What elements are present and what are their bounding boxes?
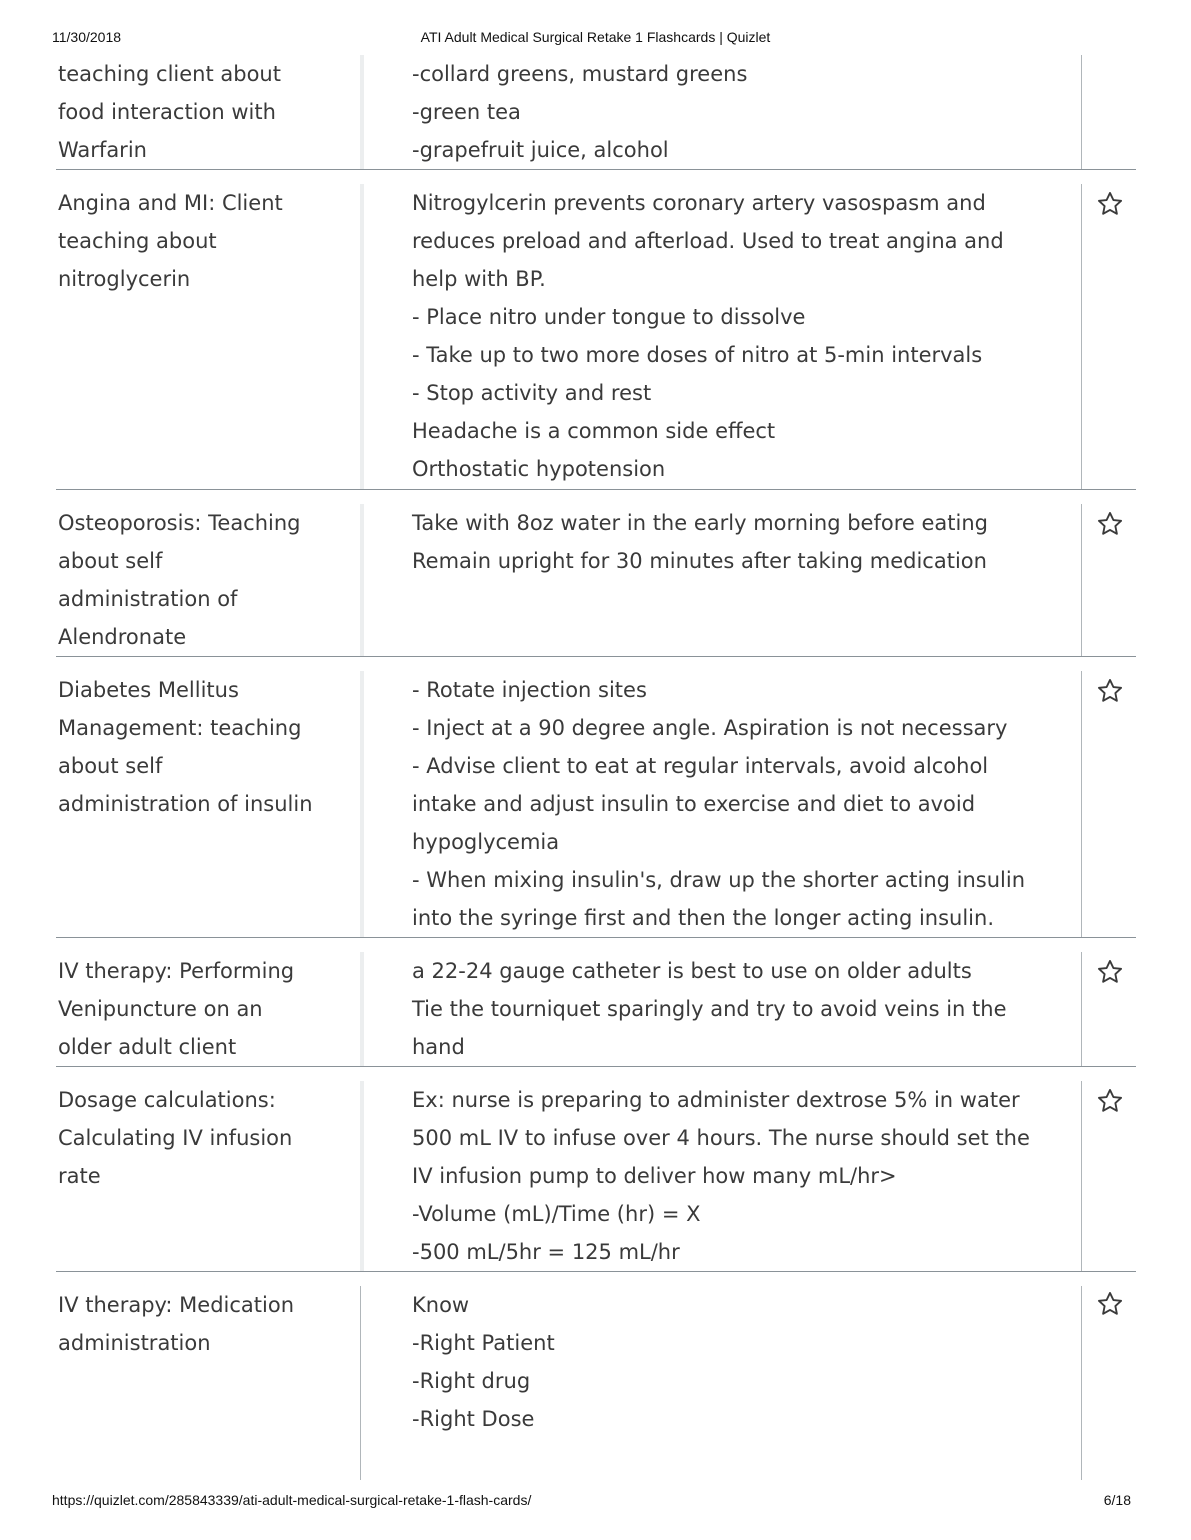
star-column-divider: [1081, 952, 1082, 1066]
column-divider: [360, 952, 364, 1066]
star-icon[interactable]: [1096, 958, 1124, 986]
star-column-divider: [1081, 671, 1082, 937]
flashcard-venipuncture: [56, 952, 1136, 1067]
card-term: [58, 504, 348, 656]
page-number: 6/18: [1103, 1492, 1131, 1508]
column-divider: [360, 55, 364, 169]
column-divider: [360, 1081, 364, 1271]
definition-line: -Right Patient: [412, 1331, 555, 1355]
term-line: about self: [58, 754, 163, 778]
definition-line: - Place nitro under tongue to dissolve: [412, 305, 806, 329]
card-term: [58, 952, 348, 1066]
star-column-divider: [1081, 55, 1082, 169]
definition-line: Remain upright for 30 minutes after taking medication: [412, 549, 987, 573]
card-term: [58, 184, 348, 298]
term-line: Diabetes Mellitus: [58, 678, 239, 702]
term-line: Dosage calculations:: [58, 1088, 276, 1112]
term-line: Venipuncture on an: [58, 997, 263, 1021]
flashcard-nitroglycerin: [56, 184, 1136, 490]
term-line: administration of insulin: [58, 792, 313, 816]
term-line: Calculating IV infusion: [58, 1126, 293, 1150]
term-line: teaching client about: [58, 62, 281, 86]
card-term: [58, 671, 348, 823]
definition-line: -Volume (mL)/Time (hr) = X: [412, 1202, 701, 1226]
star-icon[interactable]: [1096, 1290, 1124, 1318]
definition-line: - Take up to two more doses of nitro at 5-min intervals: [412, 343, 983, 367]
flashcard-warfarin: [56, 55, 1136, 170]
card-term: [58, 55, 348, 169]
card-definition: [412, 952, 1092, 1066]
column-divider: [360, 184, 364, 489]
definition-line: - When mixing insulin's, draw up the shorter acting insulin: [412, 868, 1026, 892]
card-definition: [412, 184, 1092, 488]
term-line: IV therapy: Medication: [58, 1293, 295, 1317]
definition-line: a 22-24 gauge catheter is best to use on older adults: [412, 959, 972, 983]
term-line: Warfarin: [58, 138, 147, 162]
term-line: Alendronate: [58, 625, 187, 649]
column-divider: [360, 504, 364, 656]
definition-line: hypoglycemia: [412, 830, 560, 854]
definition-line: -green tea: [412, 100, 521, 124]
card-term: [58, 1081, 348, 1195]
star-icon[interactable]: [1096, 190, 1124, 218]
definition-line: - Inject at a 90 degree angle. Aspiration is not necessary: [412, 716, 1008, 740]
column-divider: [360, 1286, 361, 1480]
definition-line: 500 mL IV to infuse over 4 hours. The nurse should set the: [412, 1126, 1030, 1150]
definition-line: help with BP.: [412, 267, 546, 291]
definition-line: into the syringe first and then the longer acting insulin.: [412, 906, 994, 930]
term-line: Management: teaching: [58, 716, 302, 740]
term-line: Osteoporosis: Teaching: [58, 511, 301, 535]
card-definition: [412, 1286, 1092, 1438]
star-column-divider: [1081, 184, 1082, 489]
term-line: food interaction with: [58, 100, 276, 124]
definition-line: -grapefruit juice, alcohol: [412, 138, 669, 162]
star-column-divider: [1081, 1081, 1082, 1271]
definition-line: -collard greens, mustard greens: [412, 62, 748, 86]
card-term: [58, 1286, 348, 1362]
definition-line: Take with 8oz water in the early morning before eating: [412, 511, 988, 535]
definition-line: intake and adjust insulin to exercise and diet to avoid: [412, 792, 976, 816]
term-line: teaching about: [58, 229, 217, 253]
definition-line: -500 mL/5hr = 125 mL/hr: [412, 1240, 680, 1264]
definition-line: Headache is a common side effect: [412, 419, 776, 443]
term-line: rate: [58, 1164, 101, 1188]
card-definition: [412, 504, 1092, 580]
definition-line: Orthostatic hypotension: [412, 457, 666, 481]
definition-line: - Advise client to eat at regular intervals, avoid alcohol: [412, 754, 989, 778]
print-date: 11/30/2018: [52, 29, 122, 45]
flashcard-insulin: [56, 671, 1136, 938]
definition-line: Ex: nurse is preparing to administer dextrose 5% in water: [412, 1088, 1020, 1112]
term-line: older adult client: [58, 1035, 237, 1059]
flashcard-medication-administration: [56, 1286, 1136, 1480]
column-divider: [360, 671, 364, 937]
definition-line: Tie the tourniquet sparingly and try to avoid veins in the: [412, 997, 1007, 1021]
card-definition: [412, 1081, 1092, 1271]
term-line: administration of: [58, 587, 238, 611]
definition-line: reduces preload and afterload. Used to treat angina and: [412, 229, 1004, 253]
definition-line: Know: [412, 1293, 470, 1317]
definition-line: -Right drug: [412, 1369, 531, 1393]
term-line: Angina and MI: Client: [58, 191, 283, 215]
page-url: https://quizlet.com/285843339/ati-adult-medical-surgical-retake-1-flash-cards/: [52, 1492, 532, 1508]
flashcard-iv-infusion-rate: [56, 1081, 1136, 1272]
definition-line: Nitrogylcerin prevents coronary artery vasospasm and: [412, 191, 986, 215]
card-definition: [412, 55, 1092, 169]
definition-line: - Rotate injection sites: [412, 678, 647, 702]
flashcard-alendronate: [56, 504, 1136, 657]
page-title: ATI Adult Medical Surgical Retake 1 Flashcards | Quizlet: [420, 29, 771, 45]
star-icon[interactable]: [1096, 1087, 1124, 1115]
definition-line: hand: [412, 1035, 465, 1059]
star-column-divider: [1081, 504, 1082, 656]
term-line: IV therapy: Performing: [58, 959, 295, 983]
definition-line: - Stop activity and rest: [412, 381, 652, 405]
term-line: nitroglycerin: [58, 267, 191, 291]
term-line: about self: [58, 549, 163, 573]
card-definition: [412, 671, 1092, 937]
star-icon[interactable]: [1096, 677, 1124, 705]
star-icon[interactable]: [1096, 510, 1124, 538]
term-line: administration: [58, 1331, 211, 1355]
definition-line: -Right Dose: [412, 1407, 535, 1431]
star-column-divider: [1081, 1286, 1082, 1480]
definition-line: IV infusion pump to deliver how many mL/hr>: [412, 1164, 897, 1188]
